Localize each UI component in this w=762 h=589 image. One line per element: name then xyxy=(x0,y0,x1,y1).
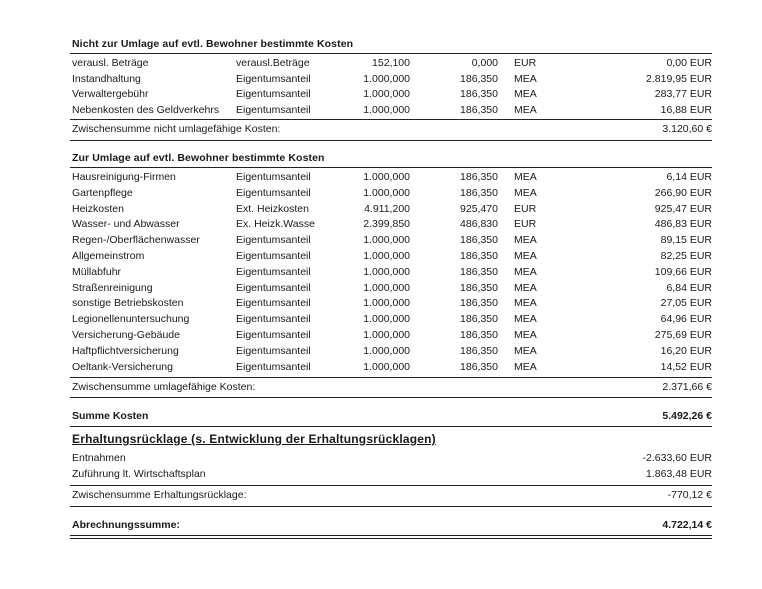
unit-label: MEA xyxy=(514,344,537,357)
allocation-key: Eigentumsanteil xyxy=(236,344,311,357)
share-units: 186,350 xyxy=(460,250,498,262)
total-units: 1.000,000 xyxy=(363,234,410,247)
share-units: 186,350 xyxy=(460,344,498,357)
section1-subtotal-label: Zwischensumme nicht umlagefähige Kosten: xyxy=(72,123,281,135)
section1-subtotal-rule xyxy=(70,119,712,120)
cost-row xyxy=(72,72,712,87)
allocation-key: Eigentumsanteil xyxy=(236,103,311,116)
statement-total-value: 4.722,14 € xyxy=(662,519,712,531)
reserve-subtotal-label: Zwischensumme Erhaltungsrücklage: xyxy=(72,489,247,501)
share-units: 486,830 xyxy=(460,218,498,231)
share-units: 186,350 xyxy=(460,360,498,373)
total-units: 1.000,000 xyxy=(363,313,410,326)
cost-row xyxy=(72,170,712,185)
reserve-row-withdrawals xyxy=(72,451,712,466)
allocation-key: Eigentumsanteil xyxy=(236,234,311,247)
reserve-row-value: -2.633,60 EUR xyxy=(642,452,712,464)
statement-total xyxy=(72,518,712,533)
cost-row xyxy=(72,296,712,311)
total-units: 1.000,000 xyxy=(363,186,410,199)
cost-name: Allgemeinstrom xyxy=(72,250,145,262)
total-units: 1.000,000 xyxy=(363,88,410,100)
reserve-row-value: 1.863,48 EUR xyxy=(646,468,712,480)
cost-name: verausl. Beträge xyxy=(72,57,149,69)
section2-subtotal xyxy=(72,380,712,395)
unit-label: MEA xyxy=(514,313,537,326)
share-units: 186,350 xyxy=(460,171,498,183)
reserve-row-label: Zuführung lt. Wirtschaftsplan xyxy=(72,468,206,480)
total-units: 1.000,000 xyxy=(363,72,410,85)
cost-name: Heizkosten xyxy=(72,202,124,215)
unit-label: MEA xyxy=(514,265,537,278)
allocation-key: Eigentumsanteil xyxy=(236,88,311,100)
cost-amount: 0,00 EUR xyxy=(666,57,712,69)
allocation-key: Eigentumsanteil xyxy=(236,329,311,341)
unit-label: MEA xyxy=(514,88,537,100)
cost-amount: 89,15 EUR xyxy=(660,234,712,247)
total-units: 1.000,000 xyxy=(363,250,410,262)
share-units: 186,350 xyxy=(460,72,498,85)
cost-amount: 16,88 EUR xyxy=(660,103,712,116)
total-units: 1.000,000 xyxy=(363,344,410,357)
cost-amount: 16,20 EUR xyxy=(660,344,712,357)
share-units: 186,350 xyxy=(460,234,498,247)
unit-label: MEA xyxy=(514,297,537,310)
cost-row xyxy=(72,312,712,327)
share-units: 925,470 xyxy=(460,202,498,215)
total-costs xyxy=(72,409,712,424)
cost-row xyxy=(72,249,712,264)
unit-label: MEA xyxy=(514,234,537,247)
cost-name: Gartenpflege xyxy=(72,186,133,199)
reserve-subtotal xyxy=(72,488,712,503)
cost-name: Legionellenuntersuchung xyxy=(72,313,190,326)
cost-name: Verwaltergebühr xyxy=(72,88,149,100)
cost-row xyxy=(72,87,712,102)
cost-row xyxy=(72,217,712,232)
share-units: 186,350 xyxy=(460,103,498,116)
reserve-subtotal-rule xyxy=(70,485,712,486)
cost-name: Wasser- und Abwasser xyxy=(72,218,180,231)
cost-amount: 275,69 EUR xyxy=(654,329,712,341)
reserve-bottom-rule xyxy=(70,506,712,507)
unit-label: MEA xyxy=(514,186,537,199)
section1-title: Nicht zur Umlage auf evtl. Bewohner bestimmte Kosten xyxy=(72,38,354,50)
cost-name: Oeltank-Versicherung xyxy=(72,360,173,373)
cost-amount: 283,77 EUR xyxy=(654,88,712,100)
share-units: 186,350 xyxy=(460,88,498,100)
section2-rule xyxy=(70,167,712,168)
cost-amount: 266,90 EUR xyxy=(654,186,712,199)
unit-label: MEA xyxy=(514,250,537,262)
allocation-key: Eigentumsanteil xyxy=(236,186,311,199)
share-units: 186,350 xyxy=(460,313,498,326)
section2-title: Zur Umlage auf evtl. Bewohner bestimmte Kosten xyxy=(72,152,325,164)
statement-total-label: Abrechnungssumme: xyxy=(72,519,180,531)
cost-row xyxy=(72,328,712,343)
allocation-key: Ext. Heizkosten xyxy=(236,202,309,215)
share-units: 186,350 xyxy=(460,281,498,294)
unit-label: MEA xyxy=(514,281,537,294)
total-units: 4.911,200 xyxy=(364,202,410,215)
allocation-key: Ex. Heizk.Wasse xyxy=(236,218,315,231)
total-units: 1.000,000 xyxy=(363,281,410,294)
section1-subtotal xyxy=(72,122,712,137)
allocation-key: Eigentumsanteil xyxy=(236,171,311,183)
unit-label: MEA xyxy=(514,329,537,341)
section1-subtotal-value: 3.120,60 € xyxy=(662,123,712,135)
share-units: 186,350 xyxy=(460,186,498,199)
section1-bottom-rule xyxy=(70,140,712,141)
total-units: 1.000,000 xyxy=(363,360,410,373)
cost-row xyxy=(72,360,712,375)
allocation-key: verausl.Beträge xyxy=(236,57,310,69)
allocation-key: Eigentumsanteil xyxy=(236,72,311,85)
cost-row xyxy=(72,202,712,217)
allocation-key: Eigentumsanteil xyxy=(236,265,311,278)
cost-amount: 64,96 EUR xyxy=(660,313,712,326)
double-rule-bottom xyxy=(70,538,712,539)
section2-subtotal-value: 2.371,66 € xyxy=(662,381,712,393)
unit-label: EUR xyxy=(514,57,537,69)
unit-label: MEA xyxy=(514,360,537,373)
total-units: 1.000,000 xyxy=(363,297,410,310)
reserve-title: Erhaltungsrücklage (s. Entwicklung der Erhaltungsrücklagen) xyxy=(72,432,436,446)
cost-row xyxy=(72,233,712,248)
cost-amount: 925,47 EUR xyxy=(654,202,712,215)
unit-label: MEA xyxy=(514,103,537,116)
cost-name: Instandhaltung xyxy=(72,72,141,85)
cost-name: Nebenkosten des Geldverkehrs xyxy=(72,103,220,116)
cost-name: Müllabfuhr xyxy=(72,265,122,278)
cost-amount: 6,84 EUR xyxy=(666,281,712,294)
reserve-row-allocation xyxy=(72,467,712,482)
cost-amount: 486,83 EUR xyxy=(654,218,712,231)
total-costs-label: Summe Kosten xyxy=(72,410,149,422)
allocation-key: Eigentumsanteil xyxy=(236,313,311,326)
cost-amount: 82,25 EUR xyxy=(660,250,712,262)
cost-row xyxy=(72,344,712,359)
total-costs-value: 5.492,26 € xyxy=(662,410,712,422)
allocation-key: Eigentumsanteil xyxy=(236,360,311,373)
unit-label: EUR xyxy=(514,218,537,231)
cost-amount: 2.819,95 EUR xyxy=(646,72,712,85)
cost-row xyxy=(72,56,712,71)
total-units: 2.399,850 xyxy=(363,218,410,231)
share-units: 186,350 xyxy=(460,297,498,310)
allocation-key: Eigentumsanteil xyxy=(236,281,311,294)
cost-name: Regen-/Oberflächenwasser xyxy=(72,234,200,247)
share-units: 186,350 xyxy=(460,265,498,278)
allocation-key: Eigentumsanteil xyxy=(236,297,311,310)
total-units: 152,100 xyxy=(372,57,410,69)
cost-amount: 6,14 EUR xyxy=(666,171,712,183)
unit-label: MEA xyxy=(514,171,537,183)
cost-name: Haftpflichtversicherung xyxy=(72,344,179,357)
share-units: 0,000 xyxy=(471,57,498,69)
section1-rule xyxy=(70,53,712,54)
cost-amount: 14,52 EUR xyxy=(660,360,712,373)
cost-row xyxy=(72,186,712,201)
unit-label: MEA xyxy=(514,72,537,85)
section2-subtotal-label: Zwischensumme umlagefähige Kosten: xyxy=(72,381,256,393)
cost-name: Straßenreinigung xyxy=(72,281,153,294)
cost-amount: 109,66 EUR xyxy=(654,265,712,278)
cost-amount: 27,05 EUR xyxy=(660,297,712,310)
allocation-key: Eigentumsanteil xyxy=(236,250,311,262)
reserve-subtotal-value: -770,12 € xyxy=(667,489,712,501)
cost-row xyxy=(72,103,712,118)
unit-label: EUR xyxy=(514,202,537,215)
section2-bottom-rule xyxy=(70,397,712,398)
total-rule xyxy=(70,426,712,427)
share-units: 186,350 xyxy=(460,329,498,341)
total-units: 1.000,000 xyxy=(363,171,410,183)
cost-name: sonstige Betriebskosten xyxy=(72,297,184,310)
section2-subtotal-rule xyxy=(70,377,712,378)
cost-row xyxy=(72,265,712,280)
cost-name: Hausreinigung-Firmen xyxy=(72,171,176,183)
total-units: 1.000,000 xyxy=(363,103,410,116)
total-units: 1.000,000 xyxy=(363,265,410,278)
double-rule-top xyxy=(70,535,712,536)
cost-row xyxy=(72,281,712,296)
reserve-row-label: Entnahmen xyxy=(72,452,126,464)
cost-name: Versicherung-Gebäude xyxy=(72,329,180,341)
total-units: 1.000,000 xyxy=(363,329,410,341)
